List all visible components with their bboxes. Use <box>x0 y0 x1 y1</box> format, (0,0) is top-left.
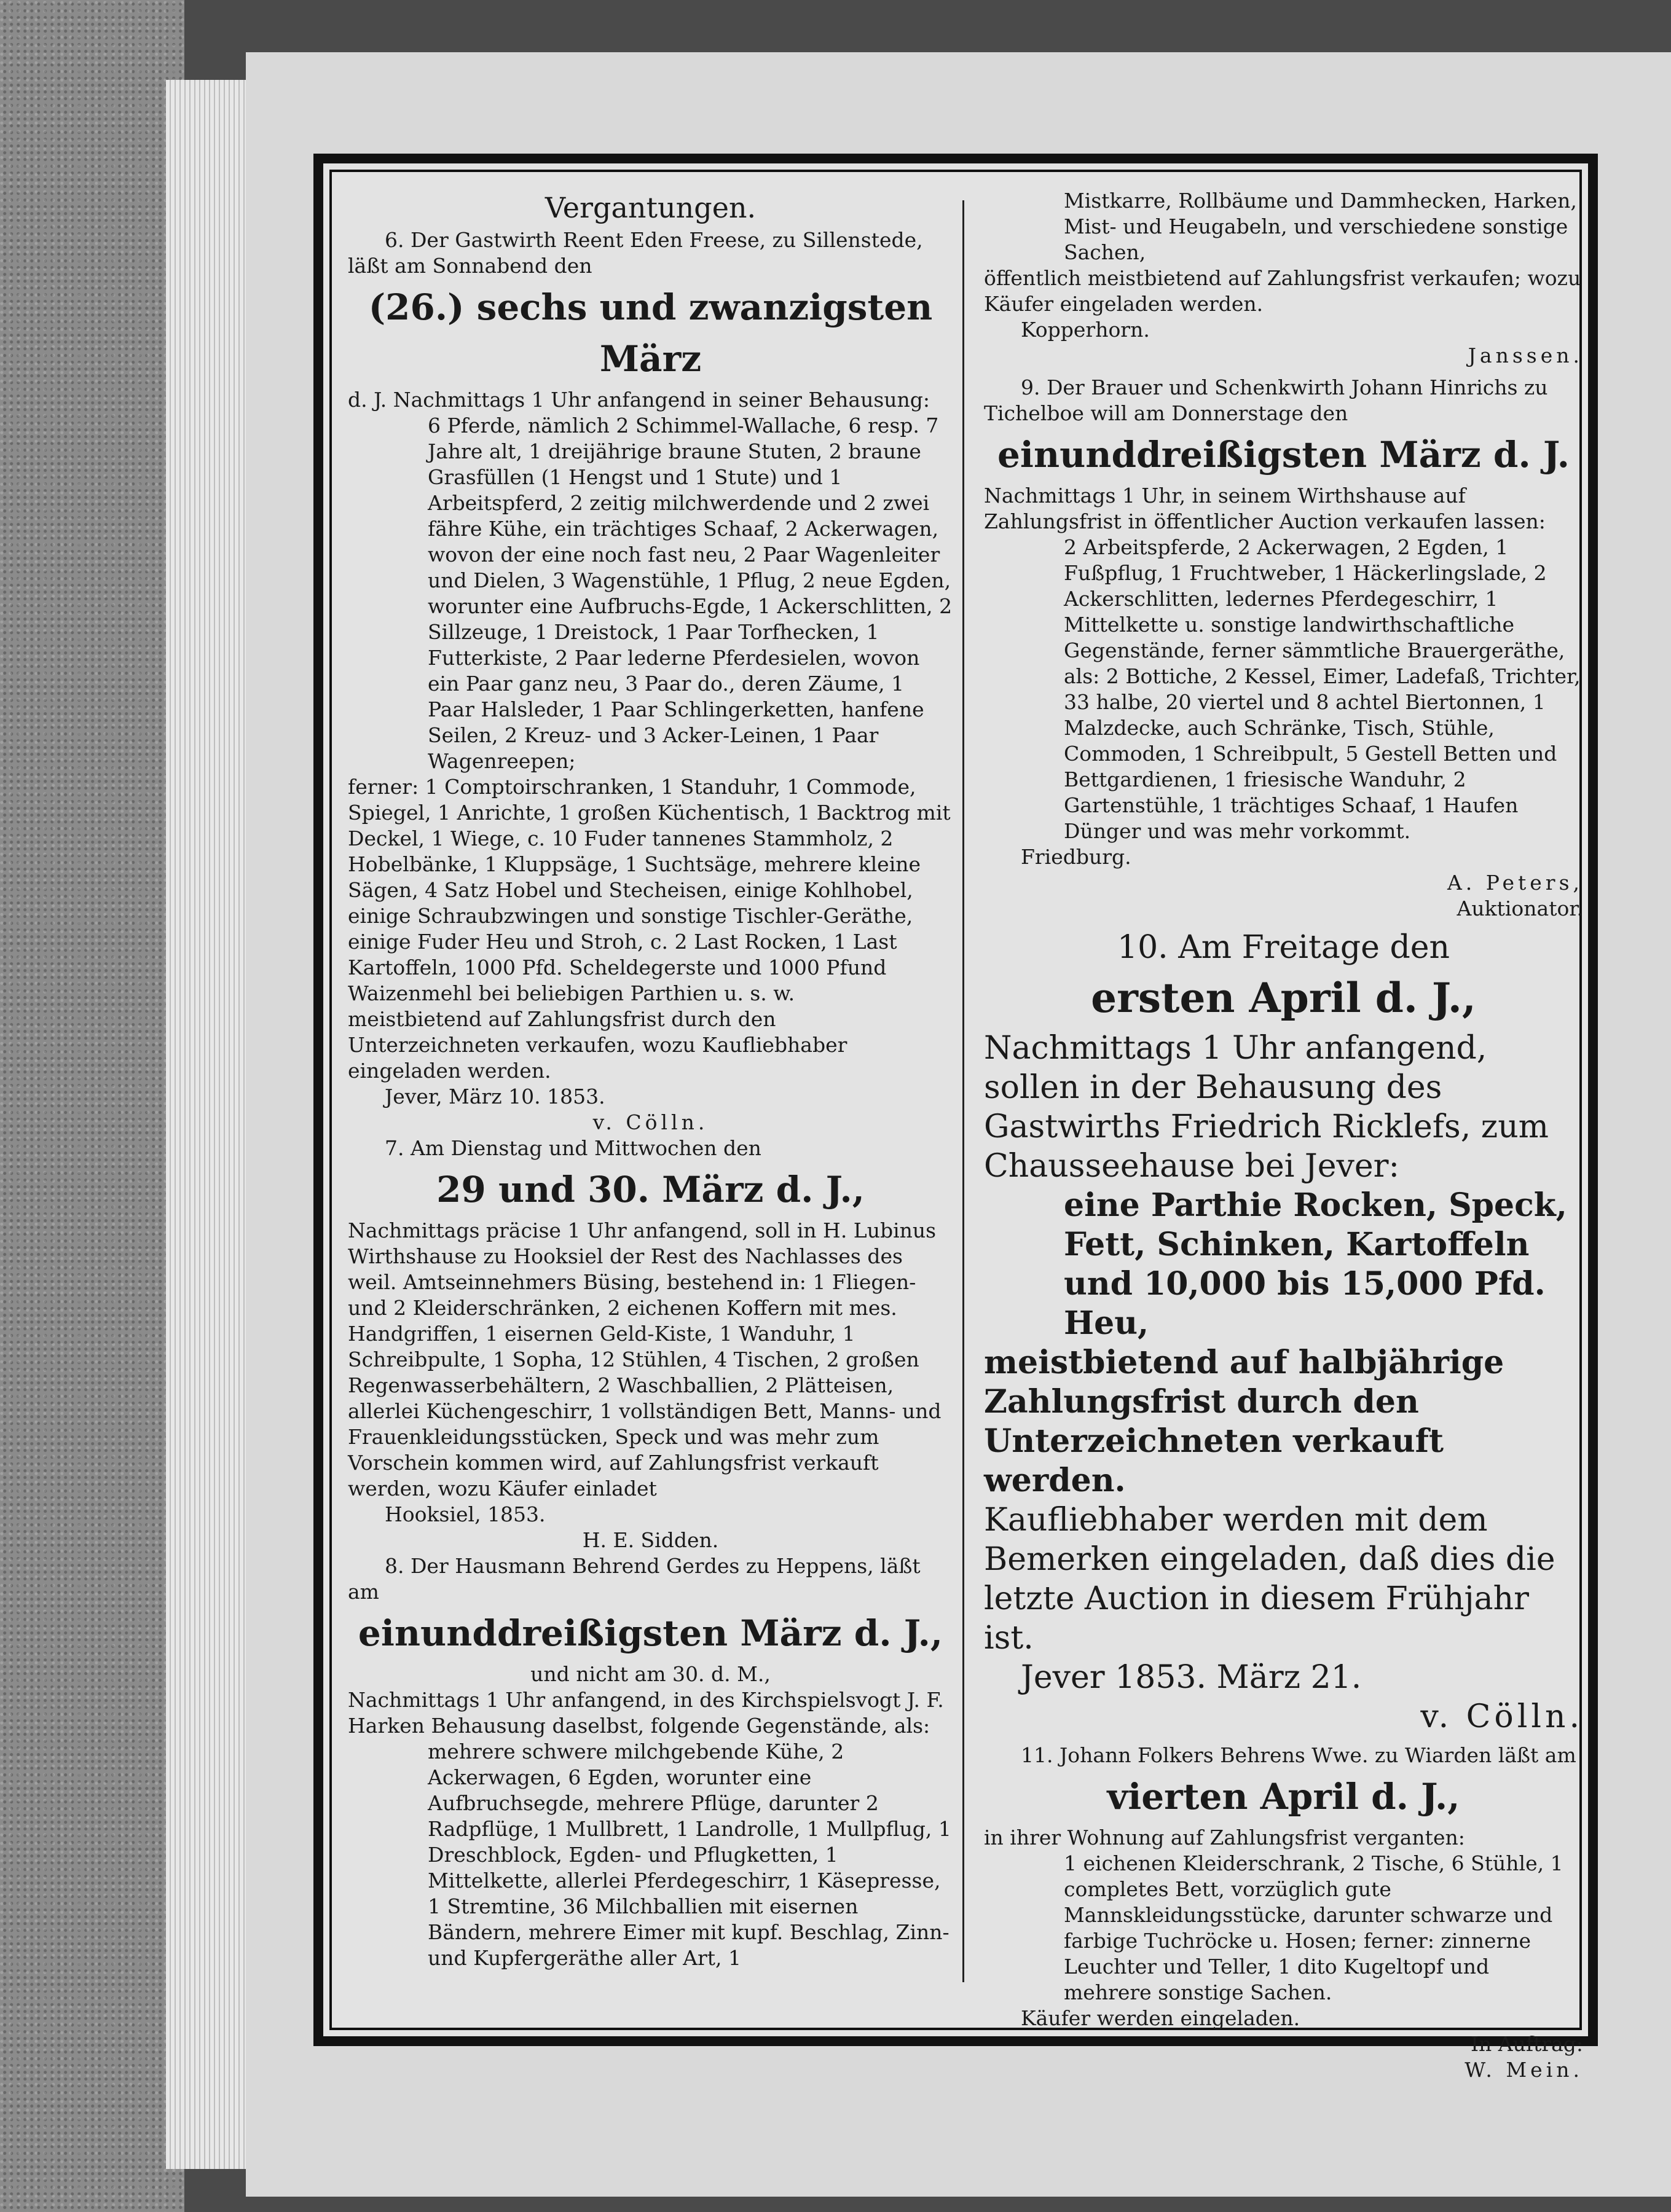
item6-intro: 6. Der Gastwirth Reent Eden Freese, zu Sillenstede, läßt am Sonnabend den <box>348 228 923 278</box>
mourning-border-frame <box>313 154 1598 2082</box>
item7-signature: H. E. Sidden. <box>582 1528 719 1552</box>
item9-goods: 2 Arbeitspferde, 2 Ackerwagen, 2 Egden, 1 Fußpflug, 1 Fruchtweber, 1 Häckerlingslade, 2 Ackerschlitten, ledernes Pferdegeschirr, 1 Mittelkette u. sonstige landwirthschaftliche Gegenstände, ferner sämmtliche Brauergeräthe, als: 2 Bottiche, 2 Kessel, Eimer, Ladefaß, Trichter, 33 halbe, 20 viertel und 8 achtel Biertonnen, 1 Malzdecke, auch Schränke, Tisch, Stühle, Commoden, 1 Schreibpult, 5 Gestell Betten und Bettgardienen, 1 friesische Wanduhr, 2 Gartenstühle, 1 trächtiges Schaaf, 1 Haufen Dünger und was mehr vorkommt. <box>1064 535 1581 843</box>
item8-closing: öffentlich meistbietend auf Zahlungsfrist verkaufen; wozu Käufer eingeladen werden. <box>984 266 1581 316</box>
item8-goods: mehrere schwere milchgebende Kühe, 2 Ackerwagen, 6 Egden, worunter eine Aufbruchsegde, mehrere Pflüge, darunter 2 Radpflüge, 1 Mullbrett, 1 Landrolle, 1 Mullpflug, 1 Dreschblock, Egden- und Pflugketten, 1 Mittelkette, allerlei Pferdegeschirr, 1 Käsepresse, 1 Stremtine, 36 Milchballien mit eisernen Bändern, mehrere Eimer mit kupf. Beschlag, Zinn- und Kupfergeräthe aller Art, 1 <box>428 1739 951 1970</box>
book-spine <box>0 0 184 2212</box>
item7-place: Hooksiel, 1853. <box>385 1502 546 1526</box>
item10-note: Kaufliebhaber werden mit dem Bemerken eingeladen, daß dies die letzte Auction in diesem Frühjahr ist. <box>984 1502 1555 1657</box>
item6-date: (26.) sechs und zwanzigsten März <box>368 286 933 380</box>
item11-intro: 11. Johann Folkers Behrens Wwe. zu Wiarden läßt am <box>1021 1743 1576 1767</box>
item10-text: Nachmittags 1 Uhr anfangend, sollen in der Behausung des Gastwirths Friedrich Ricklefs, zum Chausseehause bei Jever: <box>984 1030 1549 1185</box>
item10-intro: 10. Am Freitage den <box>1117 929 1450 966</box>
item6-goods: 6 Pferde, nämlich 2 Schimmel-Wallache, 6 resp. 7 Jahre alt, 1 dreijährige braune Stuten, 2 braune Grasfüllen (1 Hengst und 1 Stute) und 1 Arbeitspferd, 2 zeitig milchwerdende und 2 zwei fähre Kühe, ein trächtiges Schaaf, 2 Ackerwagen, wovon der eine noch fast neu, 2 Paar Wagenleiter und Dielen, 3 Wagenstühle, 1 Pflug, 2 neue Egden, worunter eine Aufbruchs-Egde, 1 Ackerschlitten, 2 Sillzeuge, 1 Dreistock, 1 Paar Torfhecken, 1 Futterkiste, 2 Paar lederne Pferdesielen, wovon ein Paar ganz neu, 3 Paar do., deren Zäume, 1 Paar Halsleder, 1 Paar Schlingerketten, hanfene Seilen, 2 Kreuz- und 3 Acker-Leinen, 1 Paar Wagenreepen; <box>428 414 953 773</box>
item10-closing: meistbietend auf halbjährige Zahlungsfrist durch den Unterzeichneten verkauft werden. <box>984 1344 1504 1499</box>
item10-goods: eine Parthie Rocken, Speck, Fett, Schinken, Kartoffeln und 10,000 bis 15,000 Pfd. Heu, <box>1064 1186 1567 1342</box>
item8-date: einunddreißigsten März d. J., <box>358 1612 943 1654</box>
item11-signature: W. Mein. <box>1465 2058 1583 2082</box>
item9-place: Friedburg. <box>1021 845 1131 869</box>
item8-intro: 8. Der Hausmann Behrend Gerdes zu Heppens, läßt am <box>348 1554 921 1604</box>
item7-date: 29 und 30. März d. J., <box>436 1169 865 1210</box>
column-divider <box>962 200 964 1982</box>
item8-goods-continued: Mistkarre, Rollbäume und Dammhecken, Harken, Mist- und Heugabeln, und verschiedene sonstige Sachen, <box>1064 189 1577 264</box>
right-column <box>984 188 1583 2083</box>
item9-lead: Nachmittags 1 Uhr, in seinem Wirthshause auf Zahlungsfrist in öffentlicher Auction verkaufen lassen: <box>984 484 1546 533</box>
item6-lead: d. J. Nachmittags 1 Uhr anfangend in seiner Behausung: <box>348 388 930 412</box>
item8-place: Kopperhorn. <box>1021 318 1150 342</box>
item6-place: Jever, März 10. 1853. <box>385 1084 605 1108</box>
item10-date: ersten April d. J., <box>1091 974 1476 1022</box>
item9-signature-title: Auktionator. <box>1457 896 1583 920</box>
item7-intro: 7. Am Dienstag und Mittwochen den <box>385 1136 761 1160</box>
section-heading: Vergantungen. <box>545 191 757 224</box>
item10-place: Jever 1853. März 21. <box>1021 1659 1362 1696</box>
item6-ferner: ferner: 1 Comptoirschranken, 1 Standuhr, 1 Commode, Spiegel, 1 Anrichte, 1 großen Küchentisch, 1 Backtrog mit Deckel, 1 Wiege, c. 10 Fuder tannenes Stammholz, 2 Hobelbänke, 1 Kluppsäge, 1 Suchtsäge, mehrere kleine Sägen, 4 Satz Hobel und Stecheisen, einige Kohlhobel, einige Schraubzwingen und sonstige Tischler-Geräthe, einige Fuder Heu und Stroh, c. 2 Last Rocken, 1 Last Kartoffeln, 1000 Pfd. Scheldegerste und 1000 Pfund Waizenmehl bei beliebigen Parthien u. s. w. <box>348 775 951 1005</box>
item11-closing: Käufer werden eingeladen. <box>1021 2006 1300 2030</box>
item6-closing: meistbietend auf Zahlungsfrist durch den Unterzeichneten verkaufen, wozu Kaufliebhaber eingeladen werden. <box>348 1007 847 1083</box>
left-column <box>348 188 953 1971</box>
item9-date: einunddreißigsten März d. J. <box>997 434 1570 476</box>
item11-lead: in ihrer Wohnung auf Zahlungsfrist verganten: <box>984 1826 1465 1849</box>
item10-signature: v. Cölln. <box>1420 1698 1583 1735</box>
item9-intro: 9. Der Brauer und Schenkwirth Johann Hinrichs zu Tichelboe will am Donnerstage den <box>984 375 1548 425</box>
item8-lead: Nachmittags 1 Uhr anfangend, in des Kirchspielsvogt J. F. Harken Behausung daselbst, folgende Gegenstände, als: <box>348 1688 944 1738</box>
item6-signature: v. Cölln. <box>592 1110 709 1134</box>
item8-note: und nicht am 30. d. M., <box>530 1662 771 1686</box>
item7-text: Nachmittags präcise 1 Uhr anfangend, soll in H. Lubinus Wirthshause zu Hooksiel der Rest des Nachlasses des weil. Amtseinnehmers Büsing, bestehend in: 1 Fliegen- und 2 Kleiderschränken, 2 eichenen Koffern mit mes. Handgriffen, 1 eisernen Geld-Kiste, 1 Wanduhr, 1 Schreibpulte, 1 Sopha, 12 Stühlen, 4 Tischen, 2 großen Regenwasserbehältern, 2 Waschballien, 2 Plätteisen, allerlei Küchengeschirr, 1 vollständigen Bett, Manns- und Frauenkleidungsstücken, Speck und was mehr zum Vorschein kommen wird, auf Zahlungsfrist verkauft werden, wozu Käufer einladet <box>348 1218 942 1500</box>
item8-signature: Janssen. <box>1468 343 1583 367</box>
item11-date: vierten April d. J., <box>1107 1776 1460 1818</box>
item11-goods: 1 eichenen Kleiderschrank, 2 Tische, 6 Stühle, 1 completes Bett, vorzüglich gute Mannskleidungsstücke, darunter schwarze und farbige Tuchröcke u. Hosen; ferner: zinnerne Leuchter und Teller, 1 dito Kugeltopf und mehrere sonstige Sachen. <box>1064 1851 1563 2004</box>
item9-signature: A. Peters, <box>1447 871 1583 895</box>
item11-auftrag: In Auftrag: <box>1470 2032 1583 2056</box>
